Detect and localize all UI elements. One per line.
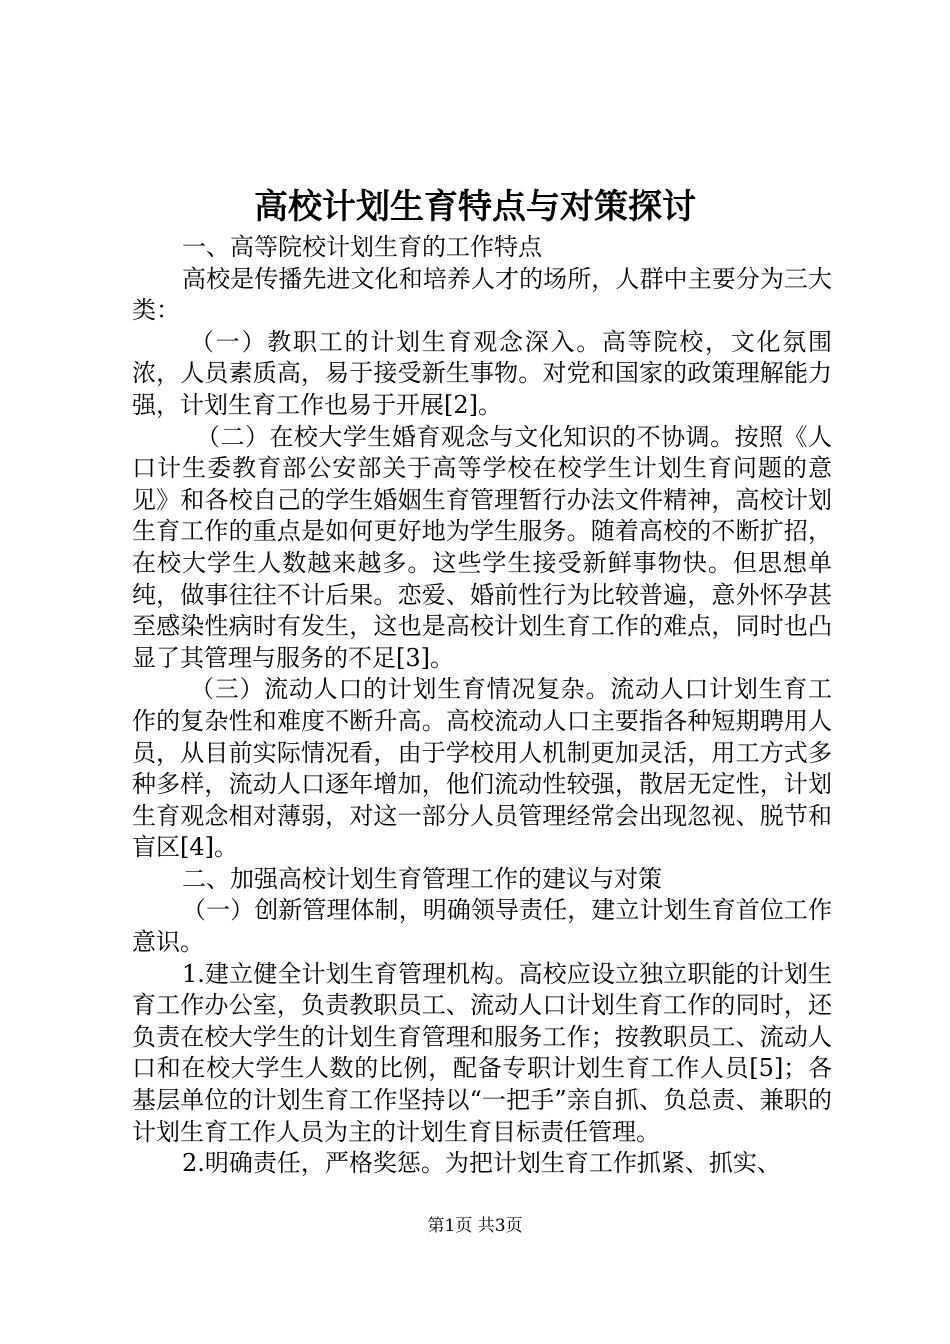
paragraph-item-1: 1.建立健全计划生育管理机构。高校应设立独立职能的计划生育工作办公室，负责教职员工、流动人口计划生育工作的同时，还负责在校大学生的计划生育管理和服务工作；按教职员工、流动人口和在校大学生人数的比例，配备专职计划生育工作人员[5]；各基层单位的计划生育工作坚持以“一把手”亲自抓、负总责、兼职的计划生育工作人员为主的计划生育目标责任管理。 [132,959,832,1146]
paragraph-point-1: （一）教职工的计划生育观念深入。高等院校，文化氛围浓，人员素质高，易于接受新生事物。对党和国家的政策理解能力强，计划生育工作也易于开展[2]。 [132,327,832,419]
paragraph-point-3: （三）流动人口的计划生育情况复杂。流动人口计划生育工作的复杂性和难度不断升高。高校流动人口主要指各种短期聘用人员，从目前实际情况看，由于学校用人机制更加灵活，用工方式多种多样，流动人口逐年增加，他们流动性较强，散居无定性，计划生育观念相对薄弱，对这一部分人员管理经常会出现忽视、脱节和盲区[4]。 [132,675,832,862]
document-body [132,232,832,1180]
document-title: 高校计划生育特点与对策探讨 [254,187,696,227]
paragraph-point-2: （二）在校大学生婚育观念与文化知识的不协调。按照《人口计生委教育部公安部关于高等学校在校学生计划生育问题的意见》和各校自己的学生婚姻生育管理暂行办法文件精神，高校计划生育工作的重点是如何更好地为学生服务。随着高校的不断扩招，在校大学生人数越来越多。这些学生接受新鲜事物快。但思想单纯，做事往往不计后果。恋爱、婚前性行为比较普遍，意外怀孕甚至感染性病时有发生，这也是高校计划生育工作的难点，同时也凸显了其管理与服务的不足[3]。 [132,422,832,672]
paragraph-intro: 高校是传播先进文化和培养人才的场所，人群中主要分为三大类： [132,264,832,325]
page-footer: 第1页 共3页 [427,1216,523,1236]
section-heading-2: 二、加强高校计划生育管理工作的建议与对策 [182,864,662,893]
paragraph-subheading-1: （一）创新管理体制，明确领导责任，建立计划生育首位工作意识。 [132,896,832,957]
paragraph-item-2: 2.明确责任，严格奖惩。为把计划生育工作抓紧、抓实、 [182,1149,781,1178]
section-heading-1: 一、高等院校计划生育的工作特点 [182,233,542,261]
